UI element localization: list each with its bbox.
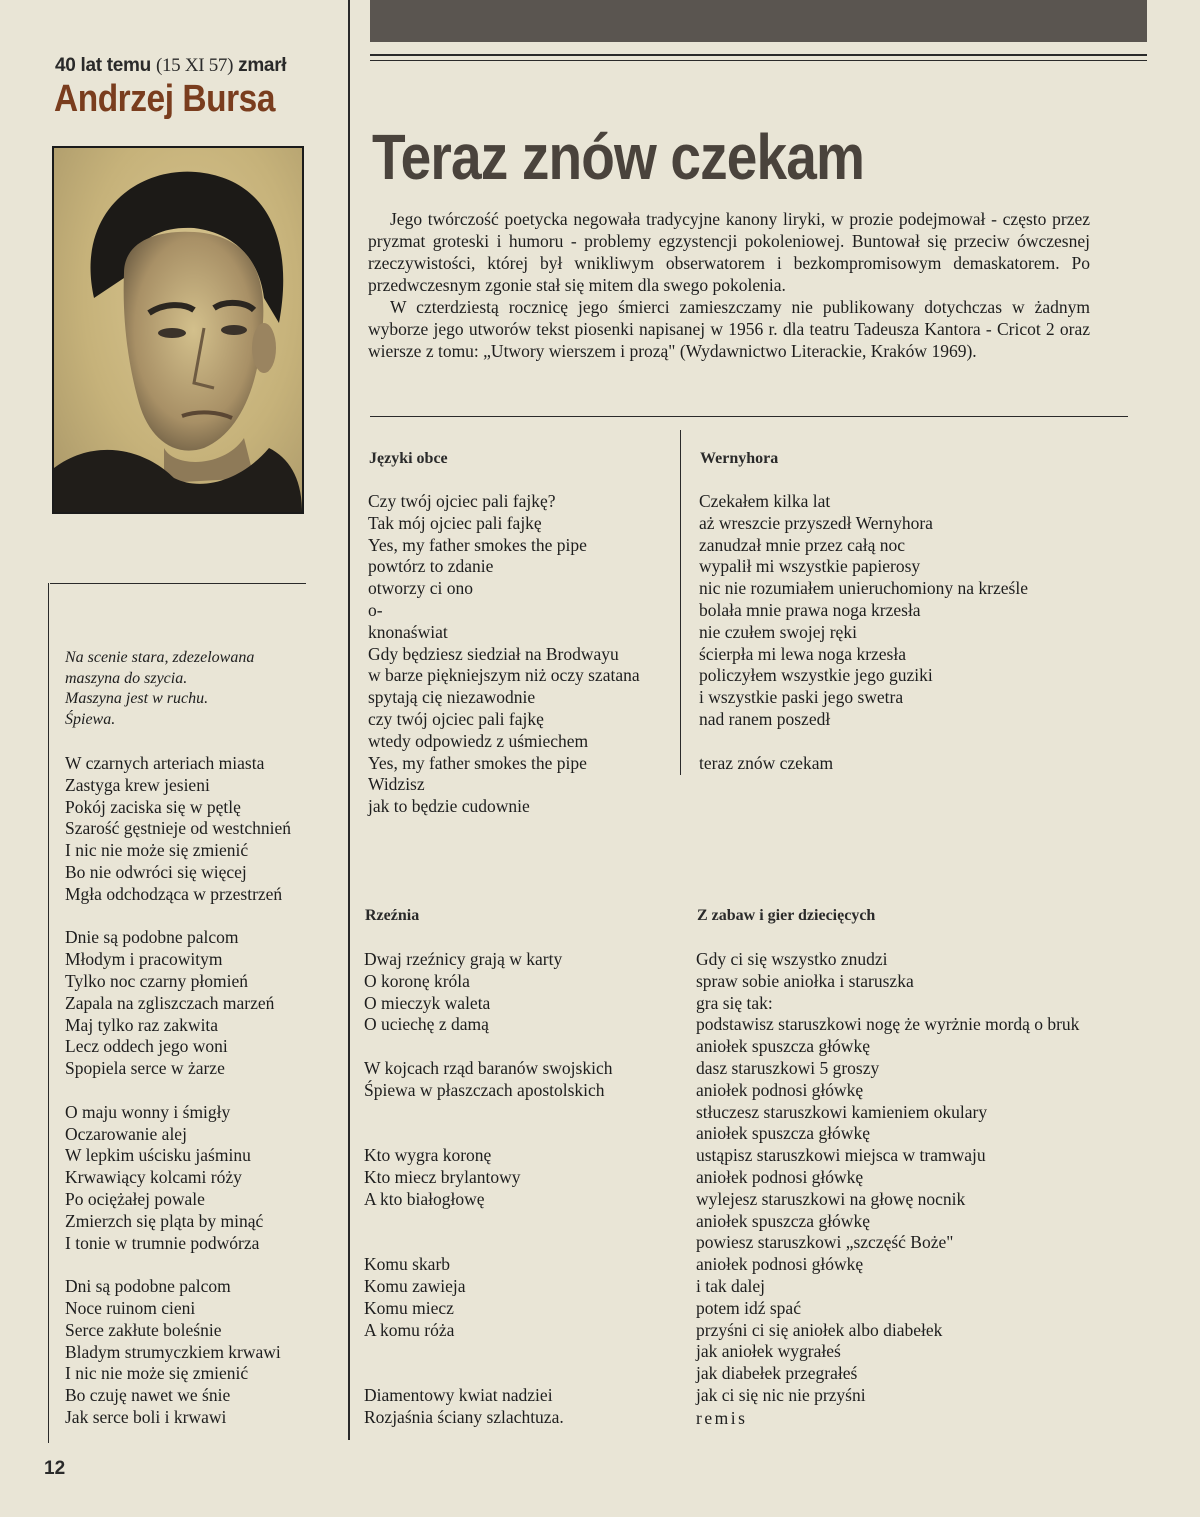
poem-title-zabaw: Z zabaw i gier dziecięcych bbox=[697, 907, 876, 924]
portrait-image bbox=[54, 148, 302, 512]
headline: Teraz znów czekam bbox=[372, 121, 865, 193]
intro bbox=[368, 208, 1090, 362]
intro-bottom-rule bbox=[370, 416, 1128, 417]
poem-jezyki: Czy twój ojciec pali fajkę? Tak mój ojciec pali fajkę Yes, my father smokes the pipe powtórz to zdanie otworzy ci ono o- knonaświat Gdy będziesz siedział na Brodwayu w barze piękniejszym niż oczy szatana spytają cię niezawodnie czy twój ojciec pali fajkę wtedy odpowiedz z uśmiechem Yes, my father smokes the pipe Widzisz jak to będzie cudownie bbox=[368, 491, 640, 817]
poem-title-wernyhora: Wernyhora bbox=[700, 450, 779, 467]
poem-title-jezyki: Języki obce bbox=[369, 450, 448, 467]
song-box-edge bbox=[48, 583, 49, 1443]
page-number: 12 bbox=[44, 1458, 66, 1479]
header-rule bbox=[370, 54, 1147, 56]
intro-paragraph-2: W czterdziestą rocznicę jego śmierci zamieszczamy nie publikowany dotychczas w żadnym wyborze jego utworów tekst piosenki napisanej w 1956 r. dla teatru Tadeusza Kantora - Cricot 2 oraz wiersze z tomu: „Utwory wierszem i prozą" (Wydawnictwo Literackie, Kraków 1969). bbox=[368, 297, 1090, 361]
column-divider bbox=[348, 0, 350, 1440]
song-text: W czarnych arteriach miasta Zastyga krew jesieni Pokój zaciska się w pętlę Szarość gęstnieje od westchnień I nic nie może się zmienić Bo nie odwróci się więcej Mgła odchodząca w przestrzeń Dnie są podobne palcom Młodym i pracowitym Tylko noc czarny płomień Zapala na zgliszczach marzeń Maj tylko raz zakwita Lecz oddech jego woni Spopiela serce w żarze O maju wonny i śmigły Oczarowanie alej W lepkim uścisku jaśminu Krwawiący kolcami róży Po ociężałej powale Zmierzch się pląta by minąć I tonie w trumnie podwórza Dni są podobne palcom Noce ruinom cieni Serce zakłute boleśnie Bladym strumyczkiem krwawi I nic nie może się zmienić Bo czuję nawet we śnie Jak serce boli i krwawi bbox=[65, 753, 291, 1427]
poem-wernyhora: Czekałem kilka lat aż wreszcie przyszedł Wernyhora zanudzał mnie przez całą noc wypalił mi wszystkie papierosy nic nie rozumiałem unieruchomiony na krześle bolała mnie prawa noga krzesła nie czułem swojej ręki ścierpła mi lewa noga krzesła policzyłem wszystkie jego guziki i wszystkie paski jego swetra nad ranem poszedł teraz znów czekam bbox=[699, 491, 1028, 773]
header-bar bbox=[370, 0, 1147, 42]
kicker-end: zmarł bbox=[238, 55, 287, 76]
poem-column-divider bbox=[680, 430, 681, 775]
song-box-rule bbox=[50, 583, 306, 584]
poem-title-rzeznia: Rzeźnia bbox=[365, 907, 420, 924]
author-name: Andrzej Bursa bbox=[54, 78, 275, 120]
kicker-date: (15 XI 57) bbox=[155, 55, 234, 76]
kicker bbox=[55, 55, 286, 77]
header-rule-thin bbox=[370, 60, 1147, 61]
author-portrait bbox=[52, 146, 304, 514]
stage-direction: Na scenie stara, zdezelowana maszyna do szycia. Maszyna jest w ruchu. Śpiewa. bbox=[65, 649, 255, 728]
poem-zabaw-last-line: remis bbox=[696, 1408, 748, 1428]
poem-zabaw: Gdy ci się wszystko znudzi spraw sobie aniołka i staruszka gra się tak: podstawisz staruszkowi nogę że wyrżnie mordą o bruk aniołek spuszcza główkę dasz staruszkowi 5 groszy aniołek podnosi główkę stłuczesz staruszkowi kamieniem okulary aniołek spuszcza główkę ustąpisz staruszkowi miejsca w tramwaju aniołek podnosi główkę wylejesz staruszkowi na głowę nocnik aniołek spuszcza główkę powiesz staruszkowi „szczęść Boże" aniołek podnosi główkę i tak dalej potem idź spać przyśni ci się aniołek albo diabełek jak aniołek wygrałeś jak diabełek przegrałeś jak ci się nic nie przyśni bbox=[696, 949, 1080, 1405]
poem-rzeznia: Dwaj rzeźnicy grają w karty O koronę króla O mieczyk waleta O uciechę z damą W kojcach rząd baranów swojskich Śpiewa w płaszczach apostolskich Kto wygra koronę Kto miecz brylantowy A kto białogłowę Komu skarb Komu zawieja Komu miecz A komu róża Diamentowy kwiat nadziei Rozjaśnia ściany szlachtuza. bbox=[364, 949, 613, 1427]
kicker-main: 40 lat temu bbox=[55, 55, 151, 76]
intro-paragraph-1: Jego twórczość poetycka negowała tradycyjne kanony liryki, w prozie podejmował - często przez pryzmat groteski i humoru - problemy egzystencji pokoleniowej. Buntował się przeciw ówczesnej rzeczywistości, której był wnikliwym obserwatorem i bezkompromisowym demaskatorem. Po przedwczesnym zgonie stał się mitem dla swego pokolenia. bbox=[368, 209, 1090, 295]
